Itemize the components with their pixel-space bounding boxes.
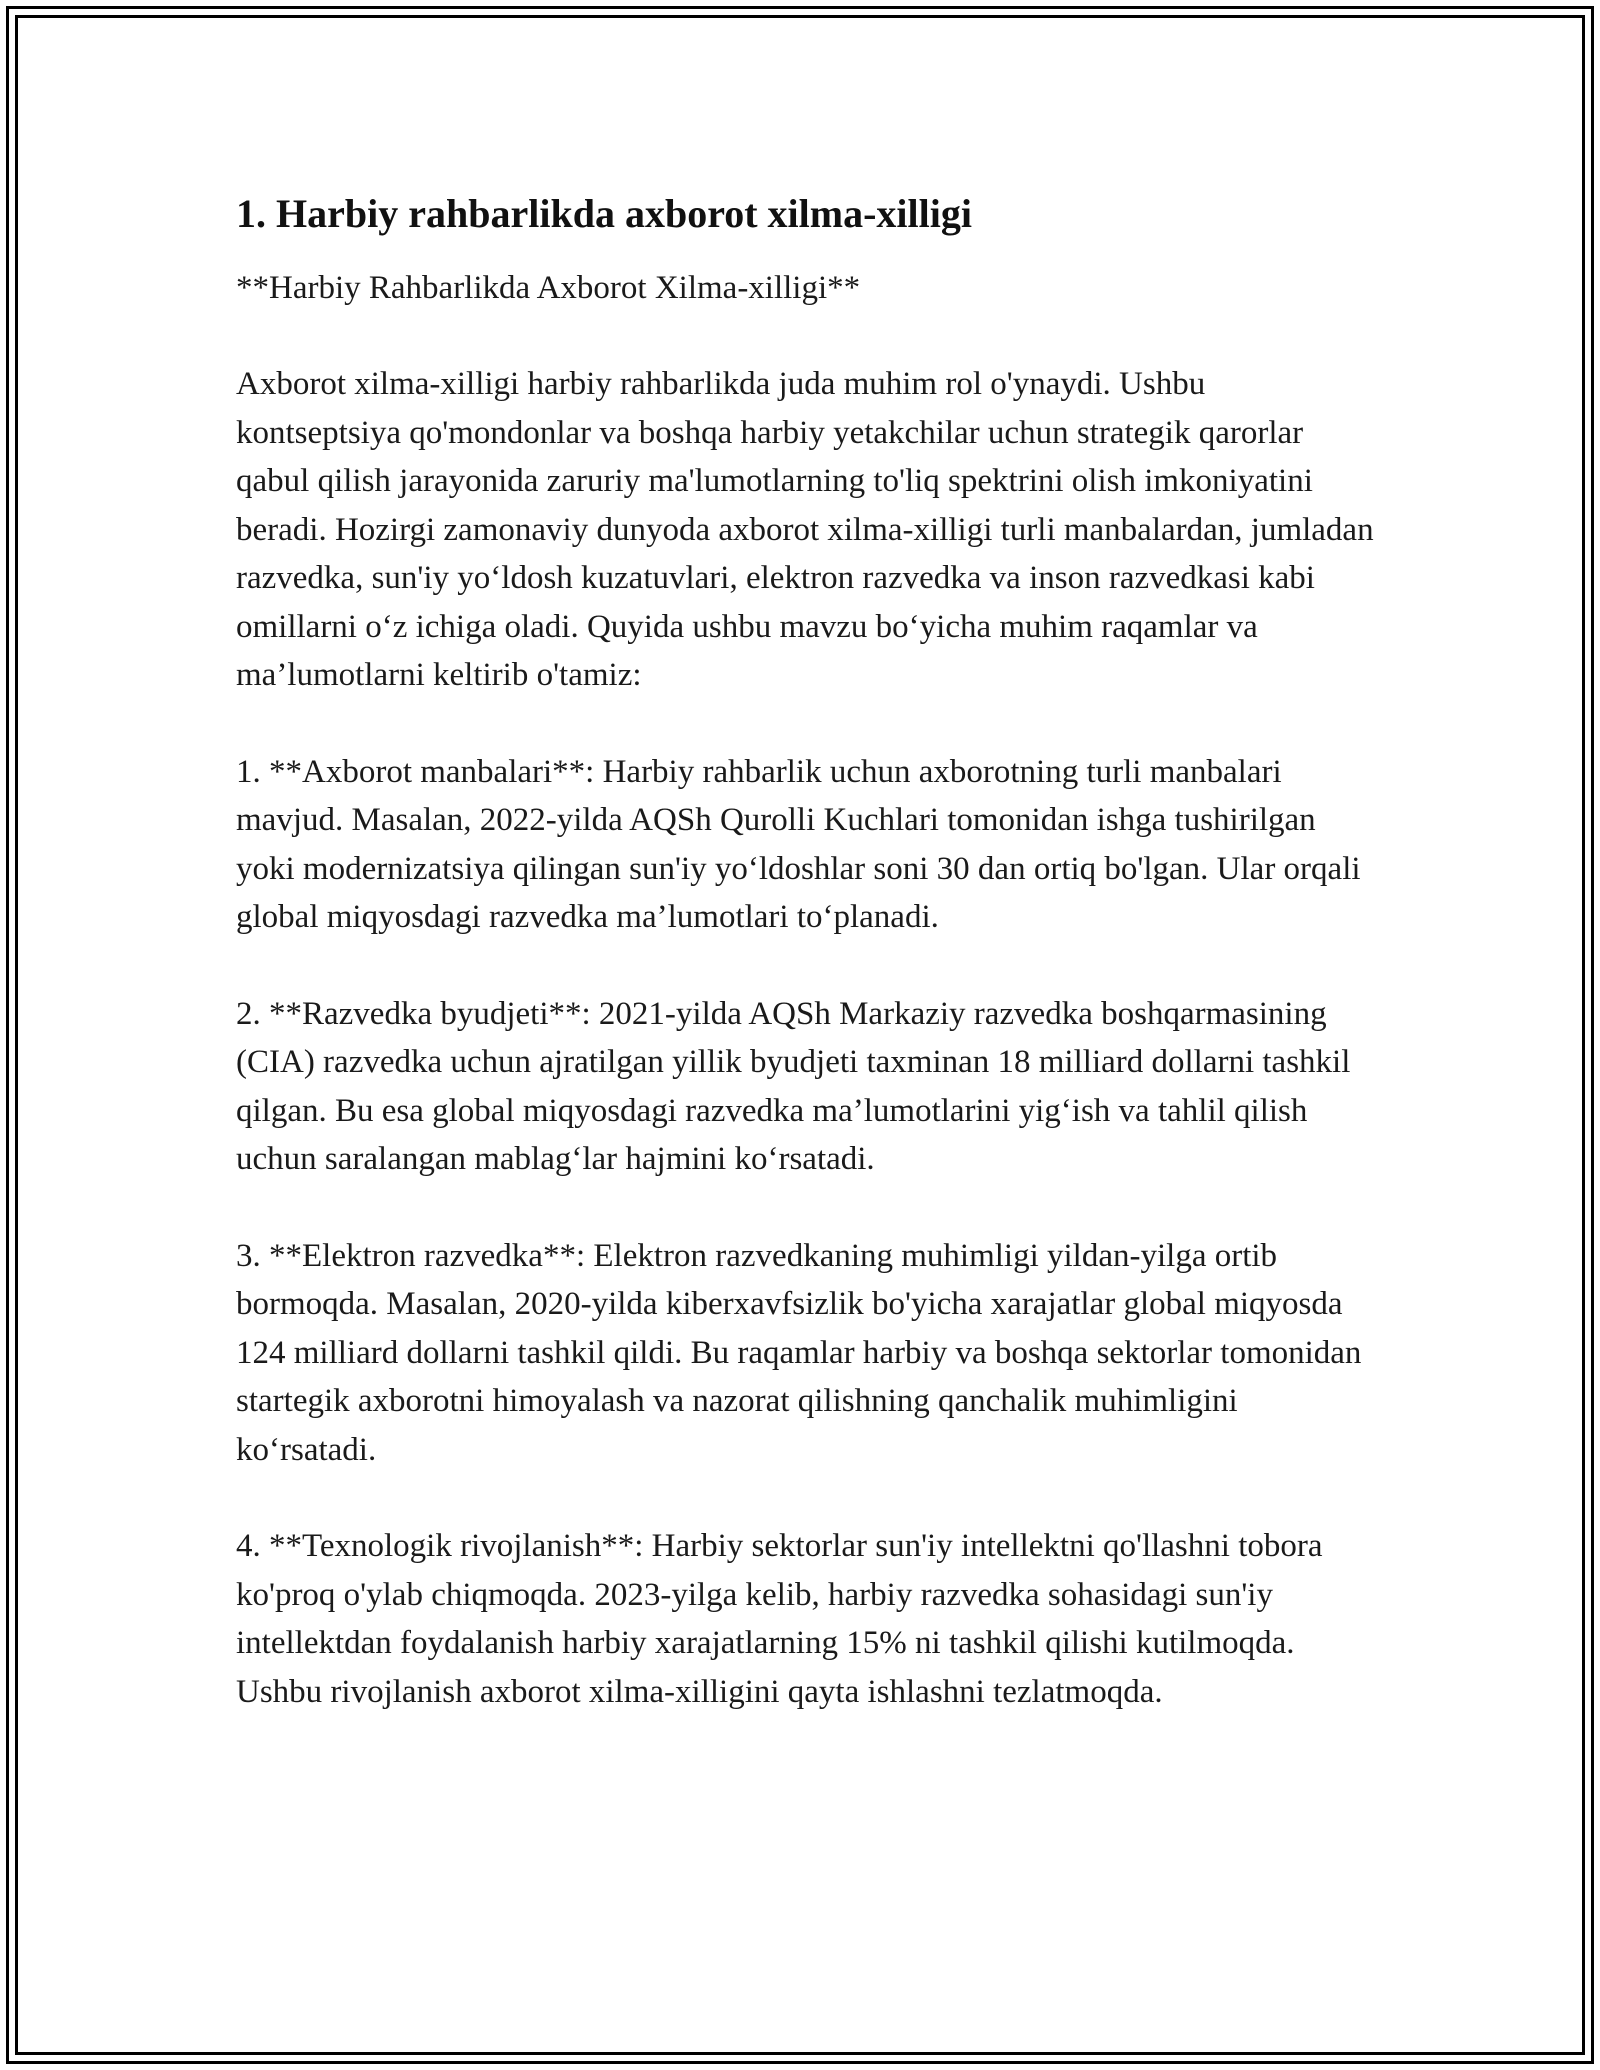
document-heading: 1. Harbiy rahbarlikda axborot xilma-xilligi <box>236 191 972 236</box>
intro-paragraph: Axborot xilma-xilligi harbiy rahbarlikda juda muhim rol o'ynaydi. Ushbu kontseptsiya qo'mondonlar va boshqa harbiy yetakchilar uchun strategik qarorlar qabul qilish jarayonida zaruriy ma'lumotlarning to'liq spektrini olish imkoniyatini beradi. Hozirgi zamonaviy dunyoda axborot xilma-xilligi turli manbalardan, jumladan razvedka, sun'iy yo‘ldosh kuzatuvlari, elektron razvedka va inson razvedkasi kabi omillarni o‘z ichiga oladi. Quyida ushbu mavzu bo‘yicha muhim raqamlar va ma’lumotlarni keltirib o'tamiz: <box>236 366 1374 693</box>
item-razvedka-byudjeti: 2. **Razvedka byudjeti**: 2021-yilda AQSh Markaziy razvedka boshqarmasining (CIA) razvedka uchun ajratilgan yillik byudjeti taxminan 18 milliard dollarni tashkil qilgan. Bu esa global miqyosdagi razvedka ma’lumotlarini yig‘ish va tahlil qilish uchun saralangan mablag‘lar hajmini ko‘rsatadi. <box>236 995 1351 1177</box>
item-elektron-razvedka: 3. **Elektron razvedka**: Elektron razvedkaning muhimligi yildan-yilga ortib bormoqda. Masalan, 2020-yilda kiberxavfsizlik bo'yicha xarajatlar global miqyosda 124 milliard dollarni tashkil qildi. Bu raqamlar harbiy va boshqa sektorlar tomonidan startegik axborotni himoyalash va nazorat qilishning qanchalik muhimligini ko‘rsatadi. <box>236 1237 1362 1468</box>
item-texnologik-rivojlanish: 4. **Texnologik rivojlanish**: Harbiy sektorlar sun'iy intellektni qo'llashni tobora ko'proq o'ylab chiqmoqda. 2023-yilga kelib, harbiy razvedka sohasidagi sun'iy intellektdan foydalanish harbiy xarajatlarning 15% ni tashkil qilishi kutilmoqda. Ushbu rivojlanish axborot xilma-xilligini qayta ishlashni tezlatmoqda. <box>236 1528 1323 1710</box>
item-axborot-manbalari: 1. **Axborot manbalari**: Harbiy rahbarlik uchun axborotning turli manbalari mavjud. Masalan, 2022-yilda AQSh Qurolli Kuchlari tomonidan ishga tushirilgan yoki modernizatsiya qilingan sun'iy yo‘ldoshlar soni 30 dan ortiq bo'lgan. Ular orqali global miqyosdagi razvedka ma’lumotlari to‘planadi. <box>236 753 1361 935</box>
document-subtitle: **Harbiy Rahbarlikda Axborot Xilma-xilligi** <box>236 270 861 306</box>
document-body <box>236 186 1376 1716</box>
